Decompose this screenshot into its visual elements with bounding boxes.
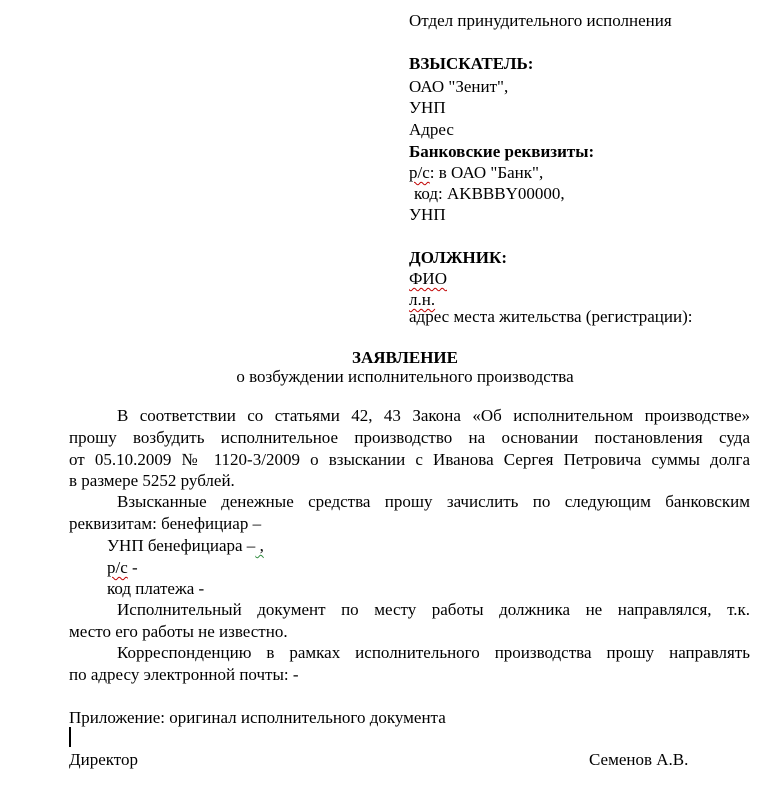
creditor-name: ОАО "Зенит", [409, 77, 509, 96]
paragraph-4-line-1: Корреспонденцию в рамках исполнительного производства прошу направлять [117, 643, 750, 662]
beneficiary-account [107, 557, 138, 578]
signature-position: Директор [69, 750, 138, 769]
beneficiary-account-rest: - [127, 558, 138, 577]
paragraph-1-line-3: от 05.10.2009 № 1120-3/2009 о взыскании с Иванова Сергея Петровича суммы долга [69, 450, 750, 469]
creditor-heading: ВЗЫСКАТЕЛЬ: [409, 54, 534, 73]
bank-details-heading: Банковские реквизиты: [409, 142, 595, 161]
bank-code: код: AKBBBY00000, [414, 184, 565, 203]
debtor-name [409, 268, 447, 289]
paragraph-1-line-1: В соответствии со статьями 42, 43 Закона «Об исполнительном производстве» [117, 406, 750, 425]
debtor-address: адрес места жительства (регистрации): [409, 307, 693, 326]
beneficiary-unp-mark: , [255, 536, 264, 555]
bank-account-prefix: р/с [409, 163, 430, 182]
paragraph-4-line-2: по адресу электронной почты: - [69, 665, 299, 684]
beneficiary-unp [107, 535, 264, 556]
paragraph-2-line-1: Взысканные денежные средства прошу зачислить по следующим банковским [117, 492, 750, 511]
text-cursor[interactable] [69, 727, 71, 747]
debtor-id-text: л.н. [409, 290, 436, 309]
paragraph-3-line-1: Исполнительный документ по месту работы должника не направлялся, т.к. [117, 600, 750, 619]
document-subtitle: о возбуждении исполнительного производства [236, 367, 574, 386]
creditor-unp: УНП [409, 98, 446, 117]
paragraph-2-line-2: реквизитам: бенефициар – [69, 514, 262, 533]
paragraph-1-line-4: в размере 5252 рублей. [69, 471, 235, 490]
debtor-name-text: ФИО [409, 269, 447, 288]
creditor-address: Адрес [409, 120, 454, 139]
signature-name: Семенов А.В. [589, 750, 689, 769]
bank-account [409, 162, 543, 183]
beneficiary-account-prefix: р/с [107, 558, 128, 577]
beneficiary-unp-text: УНП бенефициара – [107, 536, 256, 555]
bank-unp: УНП [409, 205, 446, 224]
document-title: ЗАЯВЛЕНИЕ [351, 348, 458, 367]
debtor-heading: ДОЛЖНИК: [409, 248, 507, 267]
attachment-line: Приложение: оригинал исполнительного документа [69, 708, 446, 727]
bank-account-rest: : в ОАО "Банк", [429, 163, 544, 182]
payment-code: код платежа - [107, 579, 205, 598]
department-name: Отдел принудительного исполнения [409, 11, 672, 30]
paragraph-3-line-2: место его работы не известно. [69, 622, 288, 641]
paragraph-1-line-2: прошу возбудить исполнительное производство на основании постановления суда [69, 428, 750, 447]
